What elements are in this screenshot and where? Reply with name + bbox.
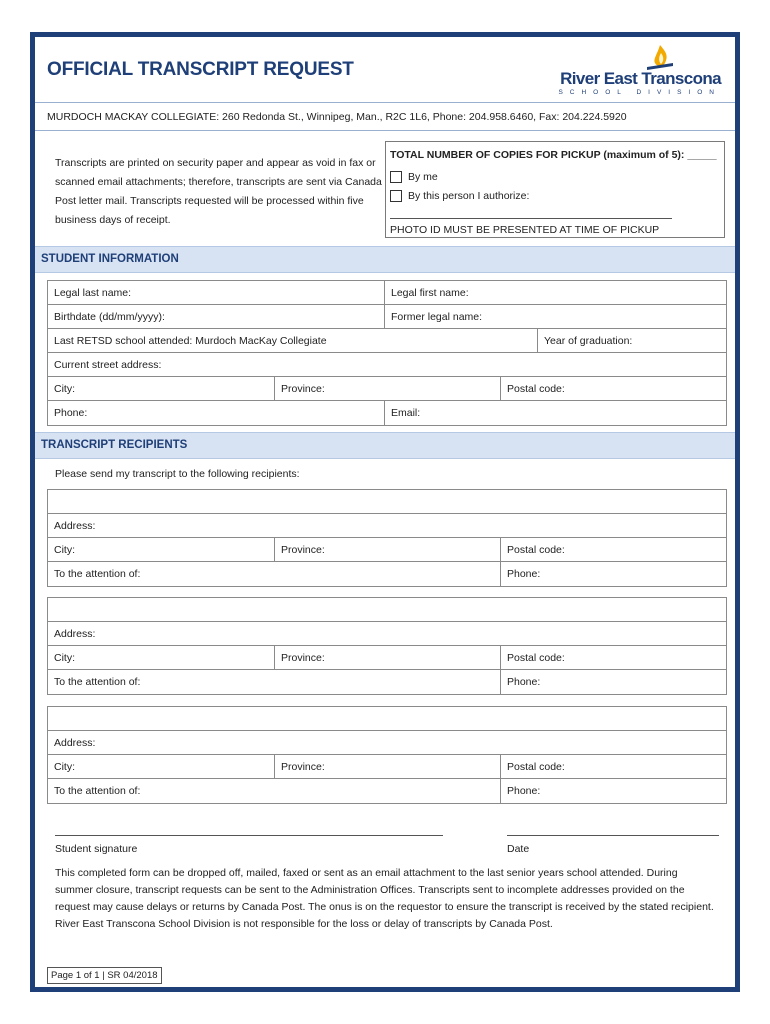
page-title: OFFICIAL TRANSCRIPT REQUEST <box>47 59 354 80</box>
photo-id-note: PHOTO ID MUST BE PRESENTED AT TIME OF PICKUP <box>390 224 660 236</box>
checkbox-label: By me <box>408 171 438 183</box>
recipient-postal-field[interactable]: Postal code: <box>500 646 726 670</box>
table-row <box>48 622 726 646</box>
checkbox-authorized-person[interactable] <box>390 190 402 202</box>
recipient-attention-field[interactable]: To the attention of: <box>54 568 141 580</box>
logo-name: River East Transcona <box>560 69 721 88</box>
table-row <box>48 779 726 803</box>
date-line[interactable] <box>507 835 719 836</box>
recipient-name-row[interactable] <box>48 707 726 731</box>
table-row <box>48 514 726 538</box>
checkbox-label: By this person I authorize: <box>408 190 530 202</box>
birthdate-field[interactable]: Birthdate (dd/mm/yyyy): <box>54 311 165 323</box>
recipient-block-3 <box>47 706 727 804</box>
logo-subtitle: SCHOOL DIVISION <box>558 89 721 96</box>
recipient-phone-field[interactable]: Phone: <box>500 779 726 803</box>
postal-code-field[interactable]: Postal code: <box>500 377 726 401</box>
recipient-postal-field[interactable]: Postal code: <box>500 755 726 779</box>
form-page <box>30 32 740 992</box>
footer-instructions: This completed form can be dropped off, mailed, faxed or sent as an email attachment to the last senior years school attended. During summer closure, transcript requests can be sent to the Administration Offices. Transcripts sent to incomplete addresses provided on the request may cause delays or returns by Canada Post. The onus is on the requestor to ensure the transcript is received by the stated recipient. River East Transcona School Division is not responsible for the loss or delay of transcripts by Canada Post. <box>55 867 714 930</box>
last-school-field[interactable]: Last RETSD school attended: Murdoch MacKay Collegiate <box>54 335 327 347</box>
table-row <box>48 646 726 670</box>
street-address-field[interactable]: Current street address: <box>54 359 162 371</box>
legal-last-name-field[interactable]: Legal last name: <box>54 287 132 299</box>
recipient-city-field[interactable]: City: <box>54 652 75 664</box>
intro-paragraph: Transcripts are printed on security paper and appear as void in fax or scanned email attachments; therefore, transcripts are sent via Canada Post letter mail. Transcripts requested will be processed within five business days of receipt. <box>55 157 382 226</box>
table-row <box>48 670 726 694</box>
table-row <box>48 401 726 425</box>
section-heading: STUDENT INFORMATION <box>41 253 179 265</box>
legal-first-name-field[interactable]: Legal first name: <box>384 281 726 305</box>
recipient-city-field[interactable]: City: <box>54 544 75 556</box>
table-row <box>48 731 726 755</box>
divider <box>35 102 735 103</box>
pickup-option-me[interactable] <box>390 171 438 183</box>
checkbox-by-me[interactable] <box>390 171 402 183</box>
recipient-phone-field[interactable]: Phone: <box>500 562 726 586</box>
table-row <box>48 281 726 305</box>
date-label: Date <box>507 843 530 855</box>
school-division-logo <box>558 43 721 101</box>
city-field[interactable]: City: <box>54 383 75 395</box>
phone-field[interactable]: Phone: <box>54 407 88 419</box>
pickup-box <box>385 141 725 238</box>
pickup-copies-label: TOTAL NUMBER OF COPIES FOR PICKUP (maximum of 5): _____ <box>390 149 717 161</box>
recipient-postal-field[interactable]: Postal code: <box>500 538 726 562</box>
school-contact-info: MURDOCH MACKAY COLLEGIATE: 260 Redonda St., Winnipeg, Man., R2C 1L6, Phone: 204.958.6460, Fax: 204.224.5920 <box>47 111 627 123</box>
recipient-block-2 <box>47 597 727 695</box>
pickup-option-authorized[interactable] <box>390 190 529 202</box>
student-signature-line[interactable] <box>55 835 443 836</box>
recipient-name-row[interactable] <box>48 490 726 514</box>
recipient-phone-field[interactable]: Phone: <box>500 670 726 694</box>
recipient-province-field[interactable]: Province: <box>274 646 500 670</box>
recipient-attention-field[interactable]: To the attention of: <box>54 676 141 688</box>
recipient-address-field[interactable]: Address: <box>54 520 96 532</box>
table-row <box>48 305 726 329</box>
table-row <box>48 538 726 562</box>
email-field[interactable]: Email: <box>384 401 726 425</box>
table-row <box>48 329 726 353</box>
former-name-field[interactable]: Former legal name: <box>384 305 726 329</box>
table-row <box>48 353 726 377</box>
province-field[interactable]: Province: <box>274 377 500 401</box>
page-number: Page 1 of 1 | SR 04/2018 <box>47 967 162 984</box>
recipient-attention-field[interactable]: To the attention of: <box>54 785 141 797</box>
recipient-city-field[interactable]: City: <box>54 761 75 773</box>
section-transcript-recipients <box>35 432 735 459</box>
recipient-address-field[interactable]: Address: <box>54 628 96 640</box>
table-row <box>48 562 726 586</box>
section-heading: TRANSCRIPT RECIPIENTS <box>41 439 188 451</box>
torch-flame-icon <box>643 43 677 71</box>
authorized-person-line[interactable] <box>390 218 672 219</box>
recipient-province-field[interactable]: Province: <box>274 755 500 779</box>
recipient-province-field[interactable]: Province: <box>274 538 500 562</box>
divider <box>35 130 735 131</box>
student-info-table <box>47 280 727 426</box>
recipient-name-row[interactable] <box>48 598 726 622</box>
recipient-address-field[interactable]: Address: <box>54 737 96 749</box>
table-row <box>48 755 726 779</box>
recipient-block-1 <box>47 489 727 587</box>
section-student-information <box>35 246 735 273</box>
table-row <box>48 377 726 401</box>
recipients-intro: Please send my transcript to the following recipients: <box>55 468 300 480</box>
student-signature-label: Student signature <box>55 843 138 855</box>
graduation-year-field[interactable]: Year of graduation: <box>537 329 726 353</box>
